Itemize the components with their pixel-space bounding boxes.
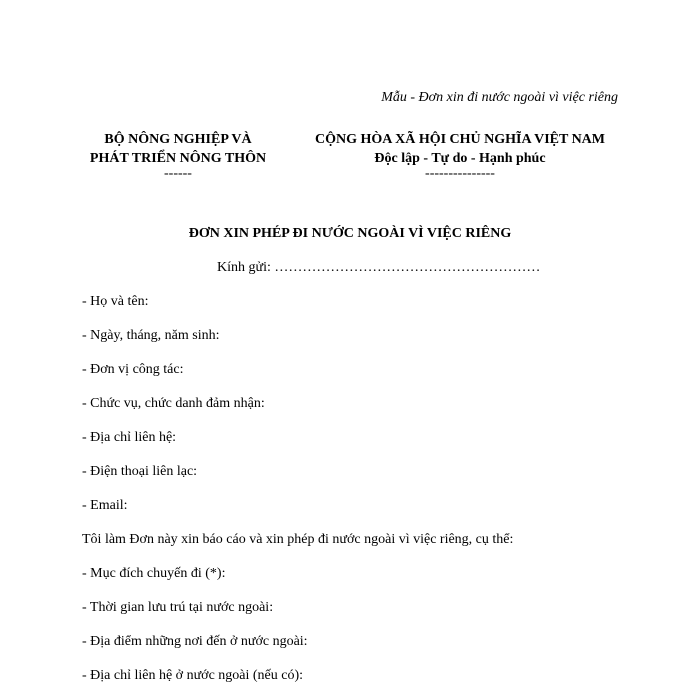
field-contact-address: - Địa chỉ liên hệ:: [82, 430, 177, 445]
recipient-line: Kính gửi: …………………………………………………: [217, 260, 541, 275]
field-destinations: - Địa điểm những nơi đến ở nước ngoài:: [82, 634, 308, 649]
ministry-name-line1: BỘ NÔNG NGHIỆP VÀ: [104, 132, 252, 147]
ministry-name-line2: PHÁT TRIỂN NÔNG THÔN: [89, 151, 267, 166]
national-motto: Độc lập - Tự do - Hạnh phúc: [374, 151, 546, 166]
field-stay-duration: - Thời gian lưu trú tại nước ngoài:: [82, 600, 274, 615]
field-trip-purpose: - Mục đích chuyến đi (*):: [82, 566, 226, 581]
field-position: - Chức vụ, chức danh đảm nhận:: [82, 396, 265, 411]
document-title: ĐƠN XIN PHÉP ĐI NƯỚC NGOÀI VÌ VIỆC RIÊNG: [188, 226, 512, 241]
national-rule: ---------------: [425, 166, 495, 181]
form-code: Mẫu - Đơn xin đi nước ngoài vì việc riêng: [381, 90, 618, 105]
field-email: - Email:: [82, 498, 128, 513]
field-full-name: - Họ và tên:: [82, 294, 149, 309]
request-statement: Tôi làm Đơn này xin báo cáo và xin phép đi nước ngoài vì việc riêng, cụ thể:: [82, 532, 514, 547]
field-phone: - Điện thoại liên lạc:: [82, 464, 198, 479]
field-foreign-address: - Địa chỉ liên hệ ở nước ngoài (nếu có):: [82, 668, 304, 683]
field-date-of-birth: - Ngày, tháng, năm sinh:: [82, 328, 220, 343]
ministry-header: [78, 130, 278, 180]
national-header: [290, 130, 630, 180]
field-work-unit: - Đơn vị công tác:: [82, 362, 184, 377]
ministry-rule: ------: [164, 166, 192, 181]
country-name: CỘNG HÒA XÃ HỘI CHỦ NGHĨA VIỆT NAM: [314, 132, 605, 147]
